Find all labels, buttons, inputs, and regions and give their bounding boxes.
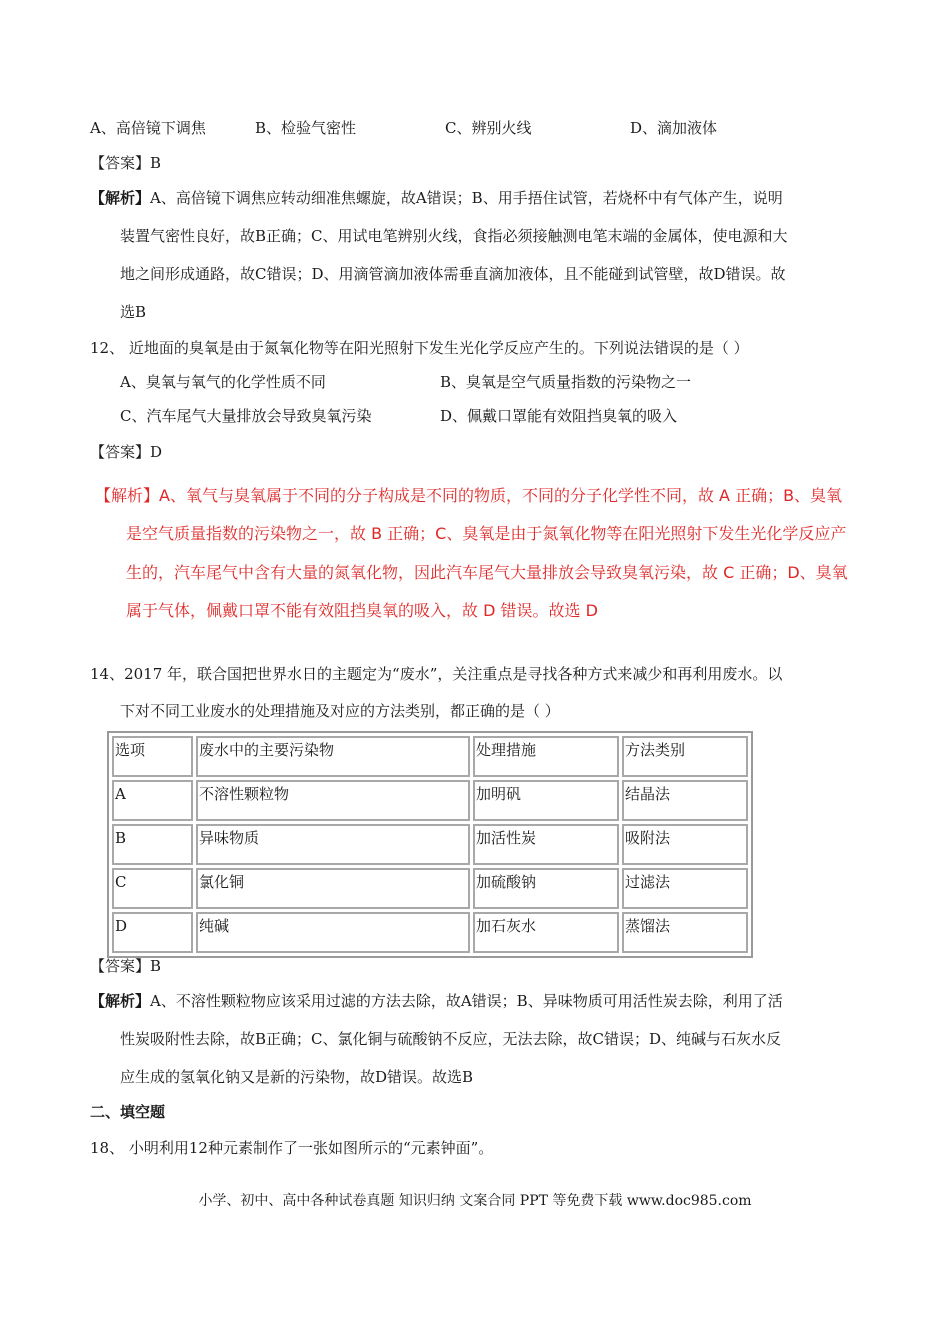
table-cell: D	[112, 912, 193, 953]
q11-option-a: A、高倍镜下调焦	[90, 119, 206, 137]
q14-analysis-line-3: 应生成的氢氧化钠又是新的污染物，故D错误。故选B	[120, 1068, 474, 1086]
q12-analysis-line-1: 【解析】A、氧气与臭氧属于不同的分子构成是不同的物质，不同的分子化学性不同，故 A 正确；B、臭氧	[95, 486, 843, 505]
page-footer: 小学、初中、高中各种试卷真题 知识归纳 文案合同 PPT 等免费下载 www.doc985.com	[198, 1193, 752, 1209]
q14-stem-line-2: 下对不同工业废水的处理措施及对应的方法类别，都正确的是（ ）	[120, 702, 560, 720]
table-cell: 加明矾	[473, 780, 619, 821]
table-cell: C	[112, 868, 193, 909]
q14-analysis-line-1	[90, 991, 783, 1011]
q14-answer: 【答案】B	[90, 957, 162, 975]
q12-option-b: B、臭氧是空气质量指数的污染物之一	[440, 373, 692, 391]
q12-option-d: D、佩戴口罩能有效阻挡臭氧的吸入	[440, 407, 678, 425]
table-cell: 加石灰水	[473, 912, 619, 953]
table-cell: 结晶法	[622, 780, 748, 821]
q18-stem: 18、 小明利用12种元素制作了一张如图所示的“元素钟面”。	[90, 1139, 494, 1157]
table-cell: 异味物质	[196, 824, 470, 865]
table-cell: 纯碱	[196, 912, 470, 953]
table-header-row	[112, 736, 748, 777]
table-cell: B	[112, 824, 193, 865]
table-header-cell: 处理措施	[473, 736, 619, 777]
table-cell: 不溶性颗粒物	[196, 780, 470, 821]
table-cell: 过滤法	[622, 868, 748, 909]
q12-option-c: C、汽车尾气大量排放会导致臭氧污染	[120, 407, 372, 425]
table-cell: A	[112, 780, 193, 821]
table-header-cell: 废水中的主要污染物	[196, 736, 470, 777]
q14-analysis-line-2: 性炭吸附性去除，故B正确；C、氯化铜与硫酸钠不反应，无法去除，故C错误；D、纯碱与石灰水反	[120, 1030, 782, 1048]
q12-answer: 【答案】D	[90, 443, 163, 461]
q11-analysis-line-4: 选B	[120, 303, 147, 321]
table-cell: 氯化铜	[196, 868, 470, 909]
table-row	[112, 868, 748, 909]
q14-analysis-text-1: A、不溶性颗粒物应该采用过滤的方法去除，故A错误；B、异味物质可用活性炭去除，利用了活	[150, 992, 783, 1010]
table-cell: 吸附法	[622, 824, 748, 865]
table-cell: 加硫酸钠	[473, 868, 619, 909]
table-header-cell: 选项	[112, 736, 193, 777]
q11-analysis-line-2: 装置气密性良好，故B正确；C、用试电笔辨别火线，食指必须接触测电笔末端的金属体，使电源和大	[120, 227, 788, 245]
table-header-cell: 方法类别	[622, 736, 748, 777]
q11-option-d: D、滴加液体	[630, 119, 718, 137]
q12-option-a: A、臭氧与氧气的化学性质不同	[120, 373, 326, 391]
q11-analysis-text-1: A、高倍镜下调焦应转动细准焦螺旋，故A错误；B、用手捂住试管，若烧杯中有气体产生，说明	[150, 189, 783, 207]
q14-table	[107, 731, 753, 958]
q12-analysis-line-4: 属于气体，佩戴口罩不能有效阻挡臭氧的吸入，故 D 错误。故选 D	[126, 601, 598, 620]
q14-analysis-label: 【解析】	[90, 992, 151, 1010]
q11-analysis-label: 【解析】	[90, 189, 151, 207]
q11-analysis-line-3: 地之间形成通路，故C错误；D、用滴管滴加液体需垂直滴加液体，且不能碰到试管壁，故D错误。故	[120, 265, 786, 283]
table-row	[112, 912, 748, 953]
q12-analysis-line-2: 是空气质量指数的污染物之一，故 B 正确；C、臭氧是由于氮氧化物等在阳光照射下发生光化学反应产	[126, 524, 847, 543]
table-cell: 加活性炭	[473, 824, 619, 865]
table-cell: 蒸馏法	[622, 912, 748, 953]
q14-stem-line-1: 14、2017 年，联合国把世界水日的主题定为“废水”，关注重点是寻找各种方式来减少和再利用废水。以	[90, 665, 783, 683]
q12-stem: 12、 近地面的臭氧是由于氮氧化物等在阳光照射下发生光化学反应产生的。下列说法错误的是（ ）	[90, 339, 749, 357]
table-row	[112, 824, 748, 865]
q11-answer: 【答案】B	[90, 154, 162, 172]
q11-option-b: B、检验气密性	[255, 119, 357, 137]
q11-option-c: C、辨别火线	[445, 119, 532, 137]
section-title: 二、填空题	[90, 1103, 166, 1121]
q12-analysis-line-3: 生的，汽车尾气中含有大量的氮氧化物，因此汽车尾气大量排放会导致臭氧污染，故 C 正确；D、臭氧	[126, 563, 848, 582]
table-row	[112, 780, 748, 821]
q11-analysis-line-1	[90, 188, 783, 208]
